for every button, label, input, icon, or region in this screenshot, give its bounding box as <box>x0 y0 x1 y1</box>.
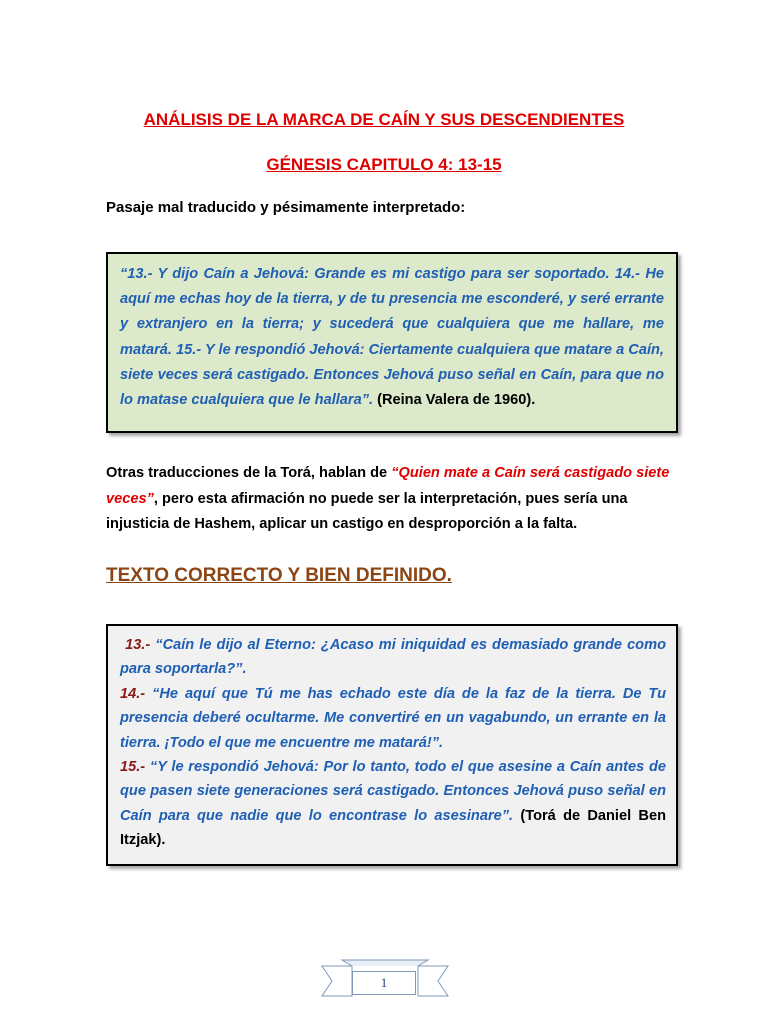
verse-text: “Y le respondió Jehová: Por lo tanto, todo el que asesine a Caín antes de que pasen siete generaciones será castigado. Entonces Jehová puso señal en Caín para que nadie que lo encontrase lo asesinare”. <box>120 759 666 824</box>
verse-number: 14.- <box>120 685 146 702</box>
para-text-before: Otras traducciones de la Torá, hablan de <box>106 465 392 481</box>
verse-source: (Torá de Daniel Ben Itzjak). <box>120 807 666 849</box>
quote-box-reina-valera <box>106 252 678 433</box>
verse-text: “Caín le dijo al Eterno: ¿Acaso mi iniquidad es demasiado grande como para soportarla?”. <box>120 637 666 678</box>
quote-source: (Reina Valera de 1960). <box>373 392 536 409</box>
para-text-after: , pero esta afirmación no puede ser la interpretación, pues sería una injusticia de Hashem, aplicar un castigo en desproporción a la falta. <box>106 490 628 532</box>
document-title: ANÁLISIS DE LA MARCA DE CAÍN Y SUS DESCENDIENTES <box>143 110 625 129</box>
quote-paragraph <box>120 262 664 413</box>
verse-14 <box>120 682 666 755</box>
other-translations-paragraph <box>106 461 686 538</box>
verse-number: 15.- <box>120 759 146 776</box>
intro-text: Pasaje mal traducido y pésimamente interpretado: <box>106 199 466 216</box>
document-subtitle: GÉNESIS CAPITULO 4: 13-15 <box>266 155 502 174</box>
page-number: 1 <box>352 971 416 995</box>
quote-text: “13.- Y dijo Caín a Jehová: Grande es mi castigo para ser soportado. 14.- He aquí me echas hoy de la tierra, y de tu presencia me esconderé, y seré errante y extranjero en la tierra; y sucederá que cualquiera que me hallare, me matará. 15.- Y le respondió Jehová: Ciertamente cualquiera que matare a Caín, siete veces será castigado. Entonces Jehová puso señal en Caín, para que no lo matase cualquiera que le hallara”. <box>120 266 664 409</box>
quote-box-tora <box>106 624 678 866</box>
verse-number: 13.- <box>125 637 151 653</box>
para-quote: “Quien mate a Caín será castigado siete veces” <box>106 465 670 507</box>
section-heading: TEXTO CORRECTO Y BIEN DEFINIDO. <box>106 565 452 586</box>
verse-15 <box>120 755 666 853</box>
verse-13 <box>120 633 666 682</box>
verse-text: “He aquí que Tú me has echado este día de la faz de la tierra. De Tu presencia deberé ocultarme. Me convertiré en un vagabundo, un errante en la tierra. ¡Todo el que me encuentre me matará!”. <box>120 685 666 751</box>
